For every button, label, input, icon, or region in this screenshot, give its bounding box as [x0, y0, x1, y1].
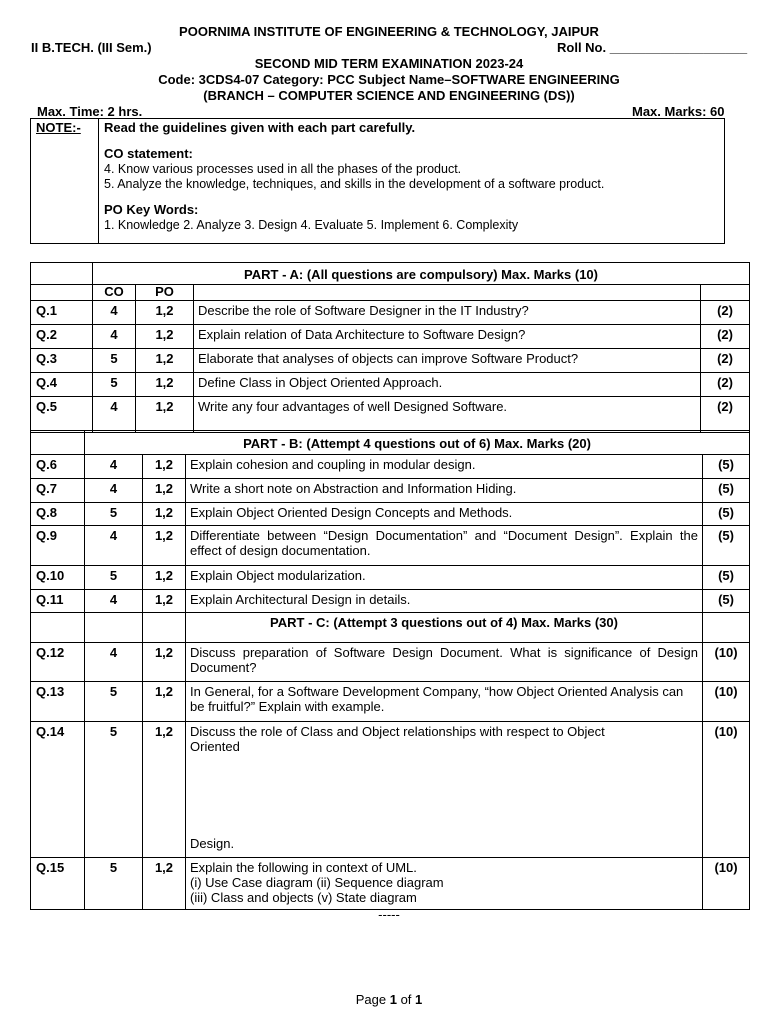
question-number: Q.11	[31, 590, 85, 613]
page-prefix: Page	[355, 992, 390, 1007]
header-blank-cell	[701, 285, 750, 301]
note-guideline: Read the guidelines given with each part carefully.	[104, 120, 416, 135]
question-po: 1,2	[136, 373, 194, 397]
part-c-blank-cell	[31, 613, 85, 643]
question-co: 5	[85, 858, 143, 910]
question-text: Elaborate that analyses of objects can improve Software Product?	[194, 349, 701, 373]
table-row	[31, 397, 750, 433]
question-text: Define Class in Object Oriented Approach.	[194, 373, 701, 397]
question-text: Write any four advantages of well Designed Software.	[194, 397, 701, 433]
question-po: 1,2	[143, 479, 186, 503]
question-co: 5	[85, 566, 143, 590]
question-number: Q.14	[31, 722, 85, 858]
table-row	[31, 479, 750, 503]
question-text-line: Explain the following in context of UML.	[190, 860, 417, 875]
table-row	[31, 643, 750, 682]
table-row	[31, 682, 750, 722]
table-row	[31, 722, 750, 858]
question-text: In General, for a Software Development Company, “how Object Oriented Analysis can be fruitful?” Explain with example.	[186, 682, 703, 722]
question-text: Explain relation of Data Architecture to Software Design?	[194, 325, 701, 349]
question-co: 4	[85, 479, 143, 503]
question-po: 1,2	[143, 590, 186, 613]
question-marks: (10)	[703, 722, 750, 858]
table-row	[31, 566, 750, 590]
question-marks: (10)	[703, 682, 750, 722]
question-po: 1,2	[136, 397, 194, 433]
question-text-cell	[186, 722, 703, 858]
roll-no-field: Roll No. ___________________	[557, 40, 748, 55]
question-co: 5	[93, 373, 136, 397]
question-co: 4	[93, 301, 136, 325]
table-row	[31, 373, 750, 397]
question-number: Q.10	[31, 566, 85, 590]
question-co: 4	[85, 526, 143, 566]
question-marks: (10)	[703, 643, 750, 682]
question-co: 4	[93, 325, 136, 349]
question-number: Q.2	[31, 325, 93, 349]
po-keywords-title: PO Key Words:	[104, 202, 199, 217]
question-text: Describe the role of Software Designer in the IT Industry?	[194, 301, 701, 325]
question-po: 1,2	[143, 455, 186, 479]
question-text: Explain Object Oriented Design Concepts and Methods.	[186, 503, 703, 526]
question-co: 4	[85, 643, 143, 682]
note-box	[30, 118, 725, 244]
institute-name: POORNIMA INSTITUTE OF ENGINEERING & TECHNOLOGY, JAIPUR	[179, 24, 599, 39]
question-number: Q.7	[31, 479, 85, 503]
end-mark: -----	[378, 907, 400, 922]
question-co: 5	[85, 722, 143, 858]
header-blank-cell	[31, 285, 93, 301]
question-po: 1,2	[136, 325, 194, 349]
table-row	[31, 590, 750, 613]
question-marks: (2)	[701, 373, 750, 397]
question-number: Q.5	[31, 397, 93, 433]
table-row	[31, 503, 750, 526]
max-time: Max. Time: 2 hrs.	[37, 104, 143, 119]
question-number: Q.8	[31, 503, 85, 526]
course-label: II B.TECH. (III Sem.)	[31, 40, 152, 55]
question-number: Q.4	[31, 373, 93, 397]
po-column-header: PO	[136, 285, 194, 301]
exam-title: SECOND MID TERM EXAMINATION 2023-24	[254, 56, 524, 71]
question-number: Q.1	[31, 301, 93, 325]
table-row	[31, 526, 750, 566]
question-marks: (5)	[703, 455, 750, 479]
question-number: Q.6	[31, 455, 85, 479]
co-item: 4. Know various processes used in all the phases of the product.	[104, 162, 462, 176]
question-po: 1,2	[143, 503, 186, 526]
question-text: Discuss preparation of Software Design Document. What is significance of Design Document?	[186, 643, 703, 682]
question-marks: (5)	[703, 503, 750, 526]
part-c-blank-cell	[85, 613, 143, 643]
question-po: 1,2	[143, 722, 186, 858]
part-bc-table	[30, 430, 750, 910]
part-b-title: PART - B: (Attempt 4 questions out of 6) Max. Marks (20)	[85, 431, 750, 455]
branch-line: (BRANCH – COMPUTER SCIENCE AND ENGINEERING (DS))	[203, 88, 575, 103]
question-marks: (5)	[703, 479, 750, 503]
question-number: Q.3	[31, 349, 93, 373]
table-row	[31, 858, 750, 910]
header-blank-cell	[194, 285, 701, 301]
question-co: 4	[85, 590, 143, 613]
question-text: Write a short note on Abstraction and Information Hiding.	[186, 479, 703, 503]
co-statement-title: CO statement:	[104, 146, 193, 161]
co-column-header: CO	[93, 285, 136, 301]
question-marks: (2)	[701, 349, 750, 373]
part-c-blank-cell	[703, 613, 750, 643]
table-row	[31, 301, 750, 325]
question-co: 5	[93, 349, 136, 373]
question-text-line: (i) Use Case diagram (ii) Sequence diagram	[190, 875, 444, 890]
question-po: 1,2	[143, 526, 186, 566]
question-marks: (2)	[701, 301, 750, 325]
part-a-blank-cell	[31, 263, 93, 285]
question-marks: (5)	[703, 590, 750, 613]
question-po: 1,2	[143, 858, 186, 910]
part-a-table	[30, 262, 750, 433]
question-marks: (10)	[703, 858, 750, 910]
page-total: 1	[415, 992, 423, 1007]
note-divider	[98, 119, 99, 243]
part-a-title: PART - A: (All questions are compulsory) Max. Marks (10)	[93, 263, 750, 285]
subject-code-line: Code: 3CDS4-07 Category: PCC Subject Name–SOFTWARE ENGINEERING	[158, 72, 620, 87]
max-marks: Max. Marks: 60	[632, 104, 725, 119]
page-current: 1	[389, 992, 397, 1007]
question-marks: (2)	[701, 325, 750, 349]
table-row	[31, 455, 750, 479]
question-co: 4	[85, 455, 143, 479]
question-po: 1,2	[136, 301, 194, 325]
question-text: Explain cohesion and coupling in modular design.	[186, 455, 703, 479]
table-row	[31, 325, 750, 349]
question-text: Explain Architectural Design in details.	[186, 590, 703, 613]
co-item: 5. Analyze the knowledge, techniques, and skills in the development of a software product.	[104, 177, 605, 191]
question-co: 5	[85, 503, 143, 526]
po-keywords-list: 1. Knowledge 2. Analyze 3. Design 4. Evaluate 5. Implement 6. Complexity	[104, 218, 519, 232]
question-number: Q.15	[31, 858, 85, 910]
question-po: 1,2	[143, 682, 186, 722]
question-text: Differentiate between “Design Documentation” and “Document Design”. Explain the effect of design documentation.	[186, 526, 703, 566]
question-text-line: (iii) Class and objects (v) State diagram	[190, 890, 417, 905]
part-c-title: PART - C: (Attempt 3 questions out of 4) Max. Marks (30)	[186, 613, 703, 643]
question-text-cell	[186, 858, 703, 910]
page-of: of	[396, 992, 416, 1007]
question-marks: (5)	[703, 526, 750, 566]
question-co: 5	[85, 682, 143, 722]
question-po: 1,2	[143, 643, 186, 682]
part-b-blank-cell	[31, 431, 85, 455]
question-number: Q.9	[31, 526, 85, 566]
table-row	[31, 349, 750, 373]
question-text: Explain Object modularization.	[186, 566, 703, 590]
question-po: 1,2	[143, 566, 186, 590]
question-number: Q.12	[31, 643, 85, 682]
question-marks: (2)	[701, 397, 750, 433]
question-number: Q.13	[31, 682, 85, 722]
question-co: 4	[93, 397, 136, 433]
page-number	[0, 992, 768, 1008]
question-text-tail: Design.	[190, 836, 235, 851]
question-marks: (5)	[703, 566, 750, 590]
note-label: NOTE:-	[36, 120, 81, 135]
question-text: Discuss the role of Class and Object relationships with respect to Object Oriented	[190, 724, 605, 754]
part-c-blank-cell	[143, 613, 186, 643]
question-po: 1,2	[136, 349, 194, 373]
